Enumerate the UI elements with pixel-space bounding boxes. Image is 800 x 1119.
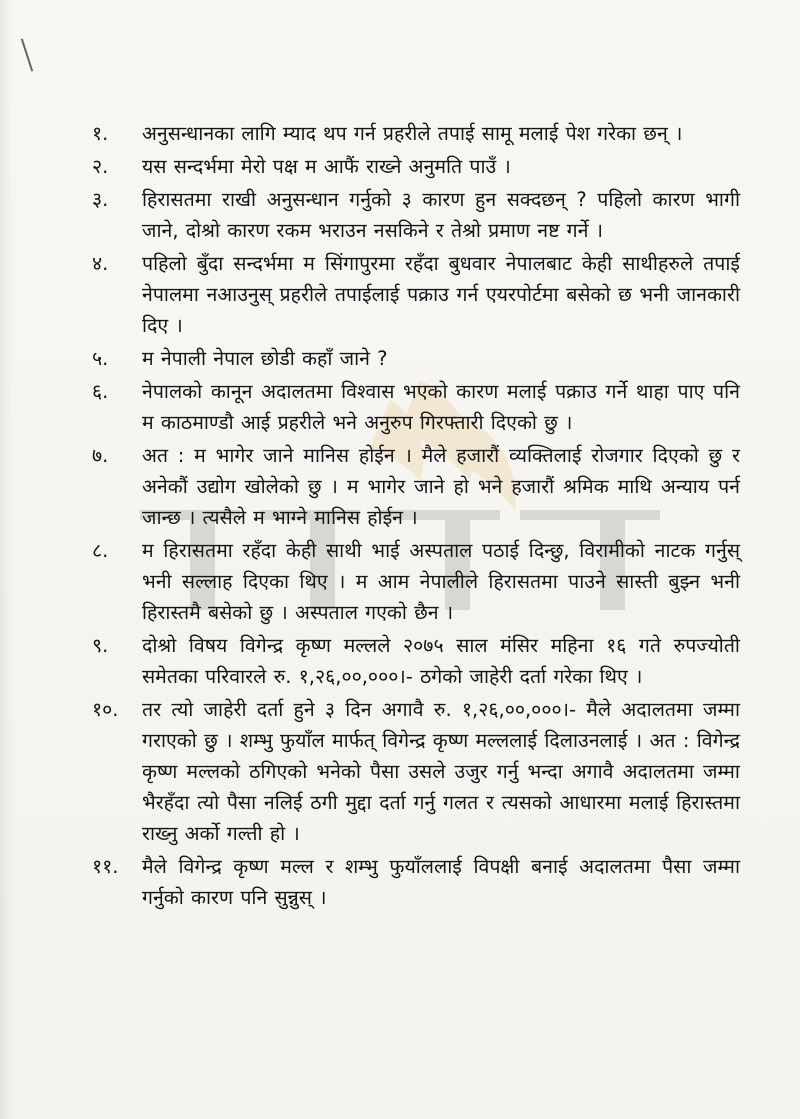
list-item [92,184,740,246]
list-item [92,248,740,341]
item-text: नेपालको कानून अदालतमा विश्वास भएको कारण मलाई पक्राउ गर्ने थाहा पाए पनि म काठमाण्डौ आई प्रहरीले भने अनुरुप गिरफ्तारी दिएको छु । [142,380,740,434]
item-text: दोश्रो विषय विगेन्द्र कृष्ण मल्लले २०७५ साल मंसिर महिना १६ गते रुपज्योती समेतका परिवारले रु. १,२६,००,०००।- ठगेको जाहेरी दर्ता गरेका थिए । [142,634,740,688]
item-text: मैले विगेन्द्र कृष्ण मल्ल र शम्भु फुयाँललाई विपक्षी बनाई अदालतमा पैसा जम्मा गर्नुको कारण पनि सुन्नुस् । [142,855,740,909]
item-number: १०. [92,698,119,721]
numbered-list [92,118,740,915]
pen-mark [21,39,33,72]
item-number: ५. [92,347,109,370]
list-item [92,376,740,438]
item-number: १. [92,122,109,145]
item-text: हिरासतमा राखी अनुसन्धान गर्नुको ३ कारण हुन सक्दछन् ? पहिलो कारण भागी जाने, दोश्रो कारण रकम भराउन नसकिने र तेश्रो प्रमाण नष्ट गर्ने । [142,188,740,242]
list-item [92,343,740,374]
item-text: म हिरासतमा रहँदा केही साथी भाई अस्पताल पठाई दिन्छु, विरामीको नाटक गर्नुस् भनी सल्लाह दिएका थिए । म आम नेपालीले हिरासतमा पाउने सास्ती बुझ्न भनी हिरास्तमै बसेको छु । अस्पताल गएको छैन । [142,539,740,624]
item-number: ११. [92,855,119,878]
item-number: ८. [92,539,109,562]
item-number: ३. [92,188,109,211]
list-item [92,630,740,692]
item-text: अत : म भागेर जाने मानिस होईन । मैले हजारौं व्यक्तिलाई रोजगार दिएको छु र अनेकौं उद्योग खोलेको छु । म भागेर जाने हो भने हजारौं श्रमिक माथि अन्याय पर्न जान्छ । त्यसैले म भाग्ने मानिस होईन । [142,444,740,529]
page-edge-shadow [0,0,14,1119]
item-text: यस सन्दर्भमा मेरो पक्ष म आफैं राख्ने अनुमति पाउँ । [142,155,511,178]
list-item [92,440,740,533]
list-item [92,851,740,913]
item-text: तर त्यो जाहेरी दर्ता हुने ३ दिन अगावै रु. १,२६,००,०००।- मैले अदालतमा जम्मा गराएको छु । शम्भु फुयाँल मार्फत् विगेन्द्र कृष्ण मल्ललाई दिलाउनलाई । अत : विगेन्द्र कृष्ण मल्लको ठगिएको भनेको पैसा उसले उजुर गर्नु भन्दा अगावै अदालतमा जम्मा भैरहँदा त्यो पैसा नलिई ठगी मुद्दा दर्ता गर्नु गलत र त्यसको आधारमा मलाई हिरास्तमा राख्नु अर्को गल्ती हो । [142,698,740,845]
item-number: २. [92,155,109,178]
item-number: ७. [92,444,109,467]
item-text: पहिलो बुँदा सन्दर्भमा म सिंगापुरमा रहँदा बुधवार नेपालबाट केही साथीहरुले तपाई नेपालमा नआउनुस् प्रहरीले तपाईलाई पक्राउ गर्न एयरपोर्टमा बसेको छ भनी जानकारी दिए । [142,252,740,337]
item-number: ९. [92,634,109,657]
list-item [92,694,740,849]
list-item [92,118,740,149]
item-number: ६. [92,380,109,403]
item-number: ४. [92,252,109,275]
list-item [92,151,740,182]
item-text: अनुसन्धानका लागि म्याद थप गर्न प्रहरीले तपाई सामू मलाई पेश गरेका छन् । [142,122,683,145]
list-item [92,535,740,628]
item-text: म नेपाली नेपाल छोडी कहाँ जाने ? [142,347,388,370]
